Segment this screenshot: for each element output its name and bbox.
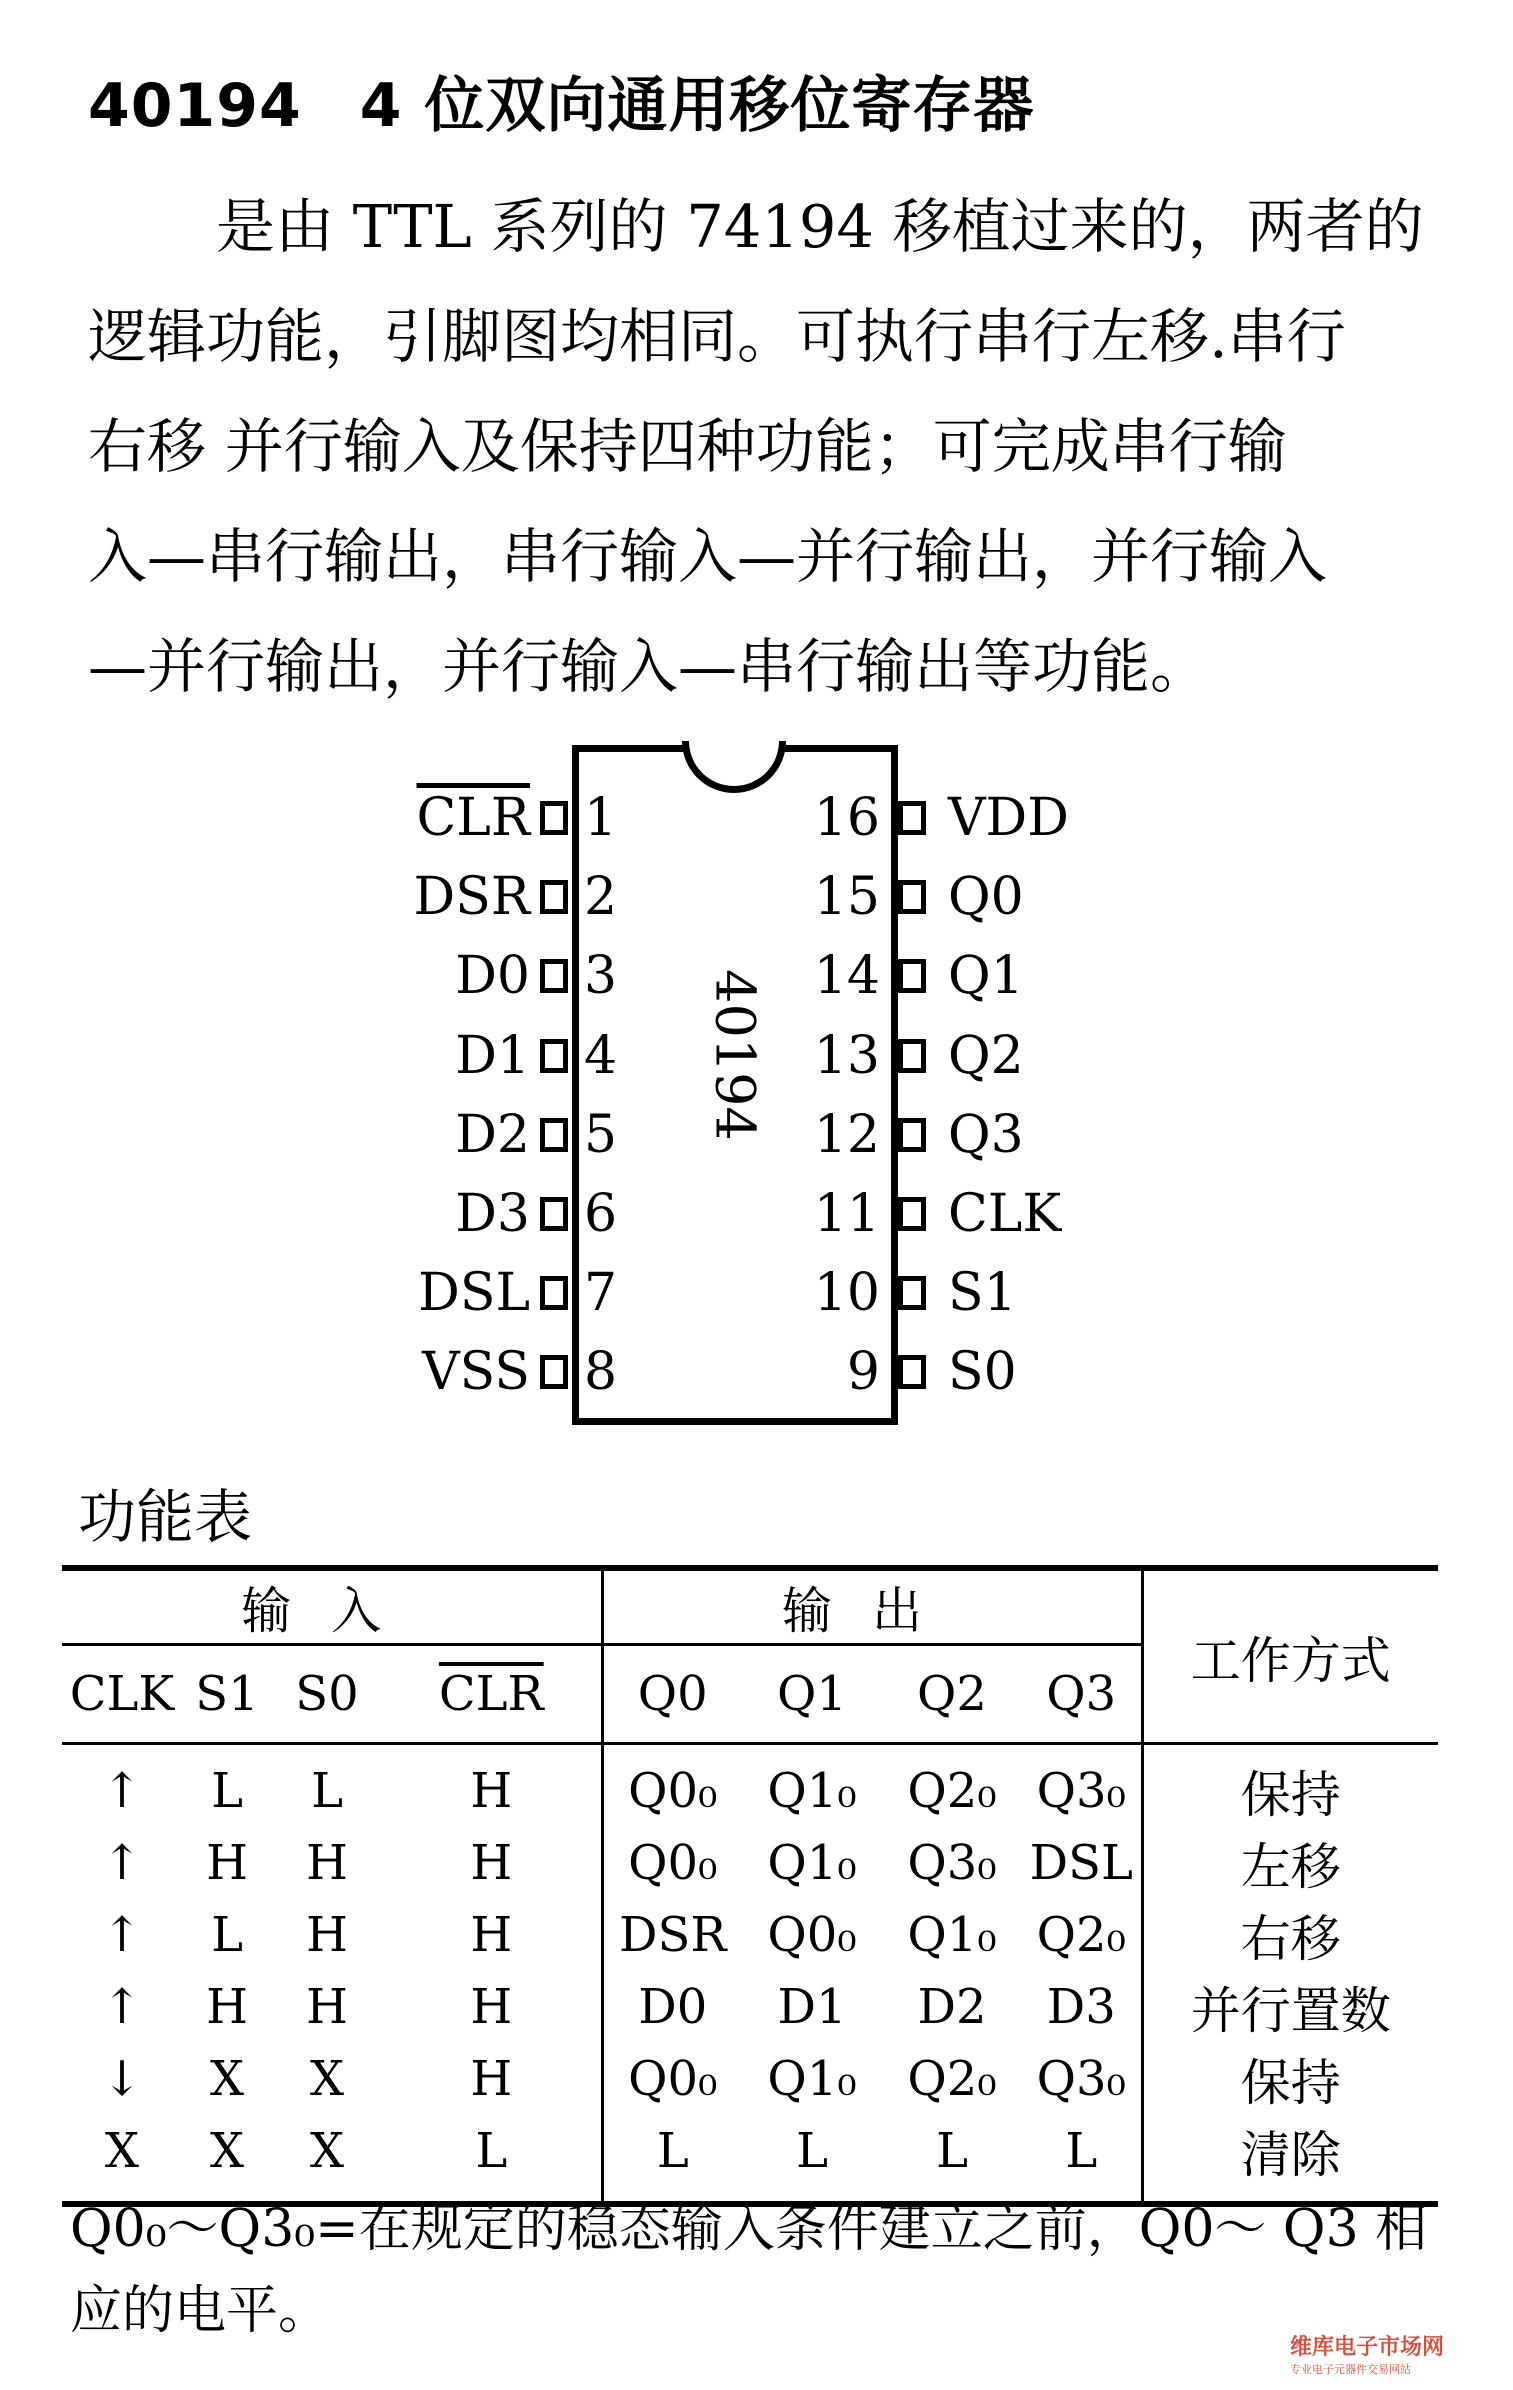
function-table [62, 1565, 1438, 2207]
cell-clr: H [382, 1744, 602, 1828]
description-line: 是由 TTL 系列的 74194 移植过来的，两者的 [216, 192, 1424, 261]
pin-number-left: 7 [584, 1263, 618, 1324]
pin-name-left: D2 [455, 1104, 530, 1165]
cell-q0: Q0₀ [602, 2043, 742, 2115]
page-title [88, 58, 1034, 144]
pin-name-right: S0 [948, 1342, 1017, 1403]
description-line: 逻辑功能，引脚图均相同。可执行串行左移.串行 [88, 302, 1346, 371]
pin-number-right: 16 [813, 788, 880, 848]
cell-q0: Q0₀ [602, 1744, 742, 1828]
part-number: 40194 [88, 71, 302, 141]
table-row [62, 1827, 1438, 1899]
cell-clr: L [382, 2115, 602, 2204]
cell-q0: D0 [602, 1971, 742, 2043]
cell-clk: ↑ [101, 1979, 143, 2035]
description-line: —并行输出，并行输入—串行输出等功能。 [88, 632, 1210, 701]
pin-number-left: 1 [584, 788, 618, 848]
pin-number-left: 6 [584, 1184, 618, 1244]
table-row [62, 1971, 1438, 2043]
cell-clk: ↑ [101, 1907, 143, 1963]
cell-s0: H [306, 1907, 348, 1963]
inputs-group-header: 输入 [62, 1568, 602, 1645]
pin-number-left: 2 [584, 867, 618, 928]
table-row [62, 1744, 1438, 1828]
cell-q1: Q0₀ [767, 1907, 857, 1963]
pin-pad [540, 1039, 568, 1073]
pin-pad [540, 801, 568, 835]
pin-number-right: 13 [813, 1025, 880, 1086]
pin-pad [540, 880, 568, 914]
cell-q2: D2 [917, 1979, 987, 2035]
cell-q1: Q1₀ [767, 1835, 857, 1891]
cell-clk: ↑ [62, 1744, 182, 1828]
cell-s0: L [272, 1744, 382, 1828]
pin-number-right: 9 [846, 1342, 880, 1403]
cell-clk: ↓ [101, 2051, 143, 2107]
column-header-s1: S1 [195, 1666, 259, 1722]
pin-name-right: Q2 [948, 1025, 1024, 1086]
cell-q0: L [602, 2115, 742, 2204]
cell-mode: 保持 [1142, 2043, 1438, 2115]
pin-name-right: CLK [948, 1184, 1062, 1244]
column-header-q0: Q0 [602, 1645, 742, 1744]
pin-pad [898, 1197, 926, 1231]
pin-pad [898, 801, 926, 835]
pin-name-left: D0 [455, 946, 530, 1007]
pin-pad [898, 1355, 926, 1389]
cell-q1: Q1₀ [742, 1744, 882, 1828]
cell-q3: Q3₀ [1036, 2051, 1126, 2107]
cell-mode: 左移 [1142, 1827, 1438, 1899]
cell-q1: D1 [777, 1979, 847, 2035]
pin-pad [898, 1118, 926, 1152]
cell-clk: X [62, 2115, 182, 2204]
cell-clr: H [470, 2051, 513, 2107]
column-header-q3: Q3 [1046, 1666, 1117, 1722]
pin-pad [898, 1276, 926, 1310]
pin-pad [898, 880, 926, 914]
cell-q1: L [742, 2115, 882, 2204]
column-header-s0: S0 [295, 1666, 359, 1722]
column-header-q2: Q2 [917, 1666, 987, 1722]
pin-number-left: 5 [584, 1104, 618, 1165]
column-header-clk: CLK [69, 1666, 175, 1722]
cell-q2: Q2₀ [907, 2051, 997, 2107]
pin-pad [540, 1355, 568, 1389]
cell-s1: H [206, 1835, 248, 1891]
cell-q3: Q3₀ [1022, 1744, 1142, 1828]
pin-name-right: VDD [948, 788, 1069, 848]
cell-mode: 右移 [1142, 1899, 1438, 1971]
column-header-q1: Q1 [777, 1666, 847, 1722]
pin-number-left: 4 [584, 1025, 618, 1086]
pin-pad [540, 1118, 568, 1152]
pin-name-right: S1 [948, 1263, 1017, 1324]
cell-q3: Q2₀ [1036, 1907, 1126, 1963]
pin-name-left: DSL [418, 1263, 530, 1324]
cell-q0: DSR [602, 1899, 742, 1971]
pin-name-right: Q0 [948, 867, 1024, 928]
cell-q3: D3 [1046, 1979, 1116, 2035]
column-header-clr: $\overline{CLR}$ [438, 1666, 544, 1722]
cell-s0: X [309, 2051, 345, 2107]
pin-name-left: VSS [422, 1342, 530, 1403]
cell-q0: Q0₀ [602, 1827, 742, 1899]
cell-s1: X [182, 2115, 272, 2204]
pin-number-right: 10 [813, 1263, 880, 1324]
cell-s1: L [211, 1907, 243, 1963]
footnote-line: 应的电平。 [70, 2281, 331, 2341]
cell-clk: ↑ [101, 1835, 143, 1891]
cell-q2: L [882, 2115, 1022, 2204]
cell-s0: H [306, 1835, 348, 1891]
description-line: 右移 并行输入及保持四种功能；可完成串行输 [88, 412, 1287, 481]
pin-name-right: Q3 [948, 1104, 1024, 1165]
part-title: 4 位双向通用移位寄存器 [359, 71, 1035, 141]
pin-pad [898, 1039, 926, 1073]
cell-q1: Q1₀ [767, 2051, 857, 2107]
description-paragraph [88, 172, 1428, 722]
cell-q3: DSL [1029, 1835, 1133, 1891]
cell-mode: 保持 [1142, 1744, 1438, 1828]
pin-name-right: Q1 [948, 946, 1024, 1007]
pin-name-left: D1 [455, 1025, 530, 1086]
pin-pad [540, 1197, 568, 1231]
table-row [62, 2043, 1438, 2115]
pin-pad [540, 1276, 568, 1310]
cell-s1: X [209, 2051, 245, 2107]
cell-q3: L [1022, 2115, 1142, 2204]
footnote-line: Q0₀～Q3₀=在规定的稳态输入条件建立之前，Q0～ Q3 相 [70, 2199, 1428, 2259]
pin-name-left: DSR [413, 867, 530, 928]
cell-clr: H [470, 1979, 513, 2035]
cell-q2: Q3₀ [907, 1835, 997, 1891]
chip-label: 40194 [703, 969, 767, 1141]
pin-number-right: 14 [813, 946, 880, 1007]
pin-number-right: 12 [813, 1104, 880, 1165]
cell-mode: 清除 [1142, 2115, 1438, 2204]
cell-s1: L [182, 1744, 272, 1828]
cell-s1: H [206, 1979, 248, 2035]
description-line: 入—串行输出，串行输入—并行输出，并行输入 [88, 522, 1328, 591]
pin-pad [540, 959, 568, 993]
cell-mode: 并行置数 [1142, 1971, 1438, 2043]
cell-s0: X [272, 2115, 382, 2204]
cell-clr: H [470, 1907, 513, 1963]
table-caption: 功能表 [78, 1483, 253, 1551]
cell-q2: Q1₀ [907, 1907, 997, 1963]
cell-clr: H [470, 1835, 513, 1891]
pin-name-left: $\overline{CLR}$ [416, 788, 530, 848]
outputs-group-header: 输出 [602, 1568, 1142, 1645]
pin-number-left: 8 [584, 1342, 618, 1403]
pin-number-right: 11 [813, 1184, 880, 1244]
cell-s0: H [306, 1979, 348, 2035]
pin-number-left: 3 [584, 946, 618, 1007]
mode-header: 工作方式 [1142, 1568, 1438, 1744]
cell-q2: Q2₀ [882, 1744, 1022, 1828]
footnote [70, 2188, 1450, 2352]
pin-name-left: D3 [455, 1184, 530, 1244]
watermark-logo: 维库电子市场网 专业电子元器件交易网站 [1290, 2335, 1445, 2376]
table-row [62, 1899, 1438, 1971]
pin-pad [898, 959, 926, 993]
pin-number-right: 15 [813, 867, 880, 928]
